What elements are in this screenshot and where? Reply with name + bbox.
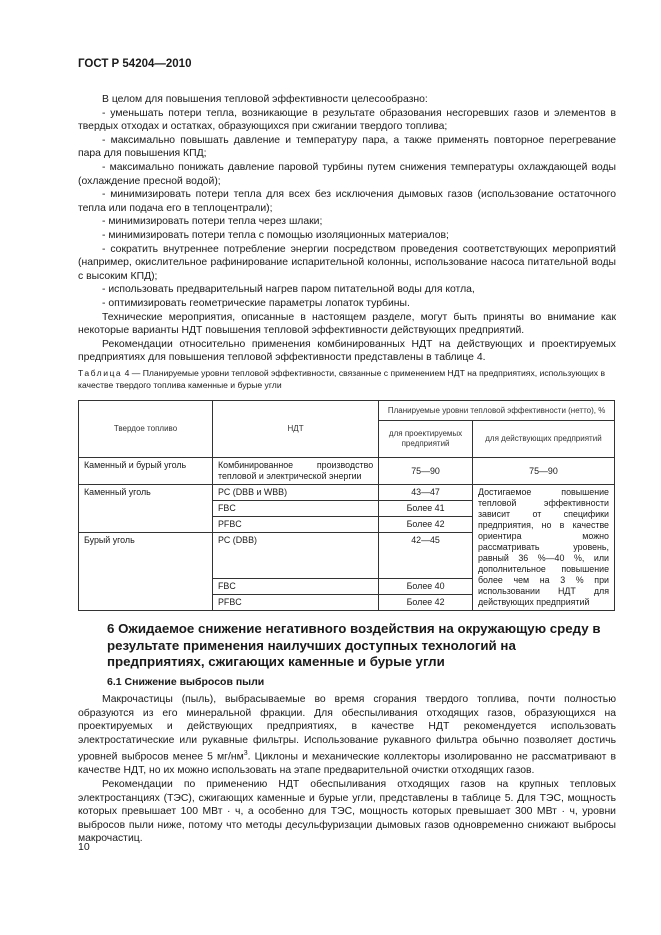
fuel-cell: Каменный уголь [79, 485, 213, 533]
ndt-cell: PC (DBB) [213, 533, 379, 579]
list-item: - минимизировать потери тепла с помощью изоляционных материалов; [102, 229, 449, 241]
header-existing-plants: для действующих предприятий [472, 421, 614, 458]
ndt-cell: FBC [213, 501, 379, 517]
superscript-3: 3 [243, 750, 248, 758]
dust-text-b: . Циклоны и механические коллекторы изолированно не рассматривают в качестве НДТ, но их можно использовать на этапе предварительной очистки отходящих газов. [78, 751, 616, 777]
table-caption-label: Таблица [78, 368, 123, 378]
page-header: ГОСТ Р 54204—2010 [78, 58, 192, 70]
new-value-cell: Более 40 [379, 579, 473, 595]
ndt-cell: PC (DBB и WBB) [213, 485, 379, 501]
table-row [79, 485, 615, 501]
table-caption [78, 368, 618, 391]
header-planned-levels: Планируемые уровни тепловой эффективности (нетто), % [379, 401, 615, 421]
header-fuel: Твердое топливо [79, 401, 213, 458]
dust-text-a: Макрочастицы (пыль), выбрасываемые во время сгорания твердого топлива, почти полностью образуются из его минеральной фракции. Для обеспыливания отходящих газов, образующихся на проектируемых и действующих предприятиях, в качестве НДТ рекомендуется использовать электростатические или рукавные фильтры. Использование рукавного фильтра обычно позволяет достичь уровней выбросов менее 5 мг/нм [78, 694, 616, 763]
ndt-cell: PFBC [213, 517, 379, 533]
list-item: - уменьшать потери тепла, возникающие в результате образования несгоревших газов и элементов в твердых отходах и остатках, образующихся при сжигании твердого топлива; [78, 107, 616, 133]
ndt-cell: Комбинированное производство тепловой и электрической энергии [213, 458, 379, 485]
new-value-cell: Более 42 [379, 517, 473, 533]
new-value-cell: 43—47 [379, 485, 473, 501]
existing-value-cell: 75—90 [472, 458, 614, 485]
list-item: - максимально повышать давление и температуру пара, а также применять повторное перегревание пара для повышения КПД; [78, 134, 616, 160]
new-value-cell: Более 41 [379, 501, 473, 517]
table-caption-text: 4 — Планируемые уровни тепловой эффективности, связанные с применением НДТ на предприятиях, использующих в качестве твердого топлива каменные и бурые угли [78, 368, 606, 390]
new-value-cell: 75—90 [379, 458, 473, 485]
section-6-heading: 6 Ожидаемое снижение негативного воздействия на окружающую среду в результате применения наилучших доступных технологий на предприятиях, сжигающих каменные и бурые угли [107, 621, 601, 669]
paragraph-dust-2: Рекомендации по применению НДТ обеспыливания отходящих газов на крупных тепловых электростанциях (ТЭС), сжигающих каменные и бурые угли, представлены в таблице 5. Для ТЭС, мощность которых превышает 100 МВт · ч, а особенно для ТЭС, мощность которых превышает 300 МВт · ч, уровни выбросов пыли ниже, потому что методы десульфуризации дымовых газов одновременно снижают выбросы макрочастиц. [78, 779, 616, 845]
fuel-cell: Бурый уголь [79, 533, 213, 611]
existing-note-cell: Достигаемое повышение тепловой эффективности зависит от специфики предприятия, но в качестве ориентира можно рассматривать уровень, равный 36 %—40 %, или дополнительное повышение более чем на 3 % при использовании НДТ для действующих предприятий [472, 485, 614, 611]
table-row [79, 458, 615, 485]
page-number: 10 [78, 841, 90, 853]
paragraph-dust-1 [78, 693, 616, 778]
ndt-cell: PFBC [213, 595, 379, 611]
list-item: - использовать предварительный нагрев паром питательной воды для котла, [102, 284, 475, 296]
paragraph-recommendations: Рекомендации относительно применения комбинированных НДТ на действующих и проектируемых предприятиях для повышения тепловой эффективности представлены в таблице 4. [78, 338, 616, 364]
subsection-6-1-heading: 6.1 Снижение выбросов пыли [107, 676, 265, 688]
list-item: - минимизировать потери тепла через шлаки; [102, 216, 323, 228]
header-new-plants: для проектируемых предприятий [379, 421, 473, 458]
intro-block [78, 93, 616, 365]
efficiency-table [78, 400, 615, 611]
list-item: - максимально понижать давление паровой турбины путем снижения температуры охлаждающей воды (охлаждение пресной водой); [78, 161, 616, 187]
list-item: - минимизировать потери тепла для всех без исключения дымовых газов (использование остаточного тепла или подача его в теплоцентрали); [78, 189, 616, 214]
list-item: - сократить внутреннее потребление энергии посредством проведения соответствующих мероприятий (например, окислительное рафинирование испарительной колонны, использование насоса питательной воды с высоким КПД); [78, 243, 616, 282]
fuel-cell: Каменный и бурый уголь [79, 458, 213, 485]
intro-lead: В целом для повышения тепловой эффективности целесообразно: [102, 94, 428, 105]
header-ndt: НДТ [213, 401, 379, 458]
paragraph-technical: Технические мероприятия, описанные в настоящем разделе, могут быть приняты во внимание как некоторые варианты НДТ повышения тепловой эффективности действующих предприятий. [78, 311, 616, 337]
new-value-cell: 42—45 [379, 533, 473, 579]
ndt-cell: FBC [213, 579, 379, 595]
section-6-body [78, 693, 616, 846]
new-value-cell: Более 42 [379, 595, 473, 611]
list-item: - оптимизировать геометрические параметры лопаток турбины. [102, 297, 410, 309]
